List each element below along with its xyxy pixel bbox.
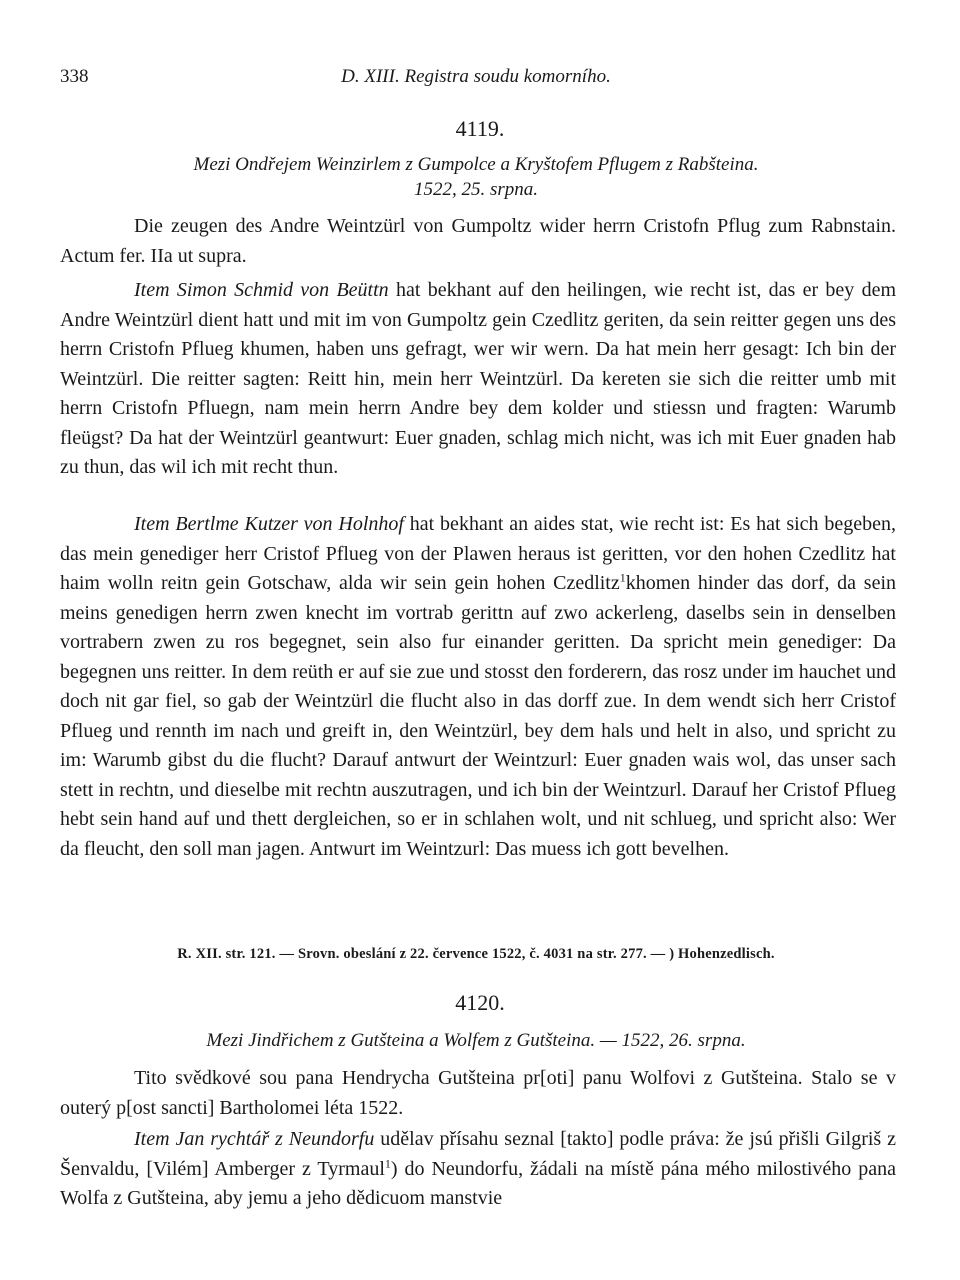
running-title: D. XIII. Registra soudu komorního. bbox=[341, 66, 611, 87]
document-heading-4120: Mezi Jindřichem z Gutšteina a Wolfem z Gutšteina. — 1522, 26. srpna. bbox=[206, 1030, 746, 1051]
paragraph-4120-testimony-1 bbox=[60, 1125, 896, 1214]
page-header bbox=[60, 66, 892, 92]
paragraph-text: hat bekhant auf den heilingen, wie recht ist, das er bey dem Andre Weintzürl dient hatt und mit im von Gumpoltz gein Czedlitz geriten, da sein reitter gegen uns des herrn Cristofn Pflueg khumen, haben uns gefragt, wer wir wern. Da hat mein herr gesagt: Ich bin der Weintzürl. Die reitter sagten: Reitt hin, mein herr Weintzürl. Da kereten sie sich die reitter umb mit herrn Cristofn Pfluegn, nam mein herrn Andre bey dem kolder und stiessn und fragten: Warumb fleügst? Da hat der Weintzürl geantwurt: Euer gnaden, schlag mich nicht, was ich mit Euer gnaden hab zu thun, das wil ich mit recht thun. bbox=[60, 279, 897, 478]
document-date-4119: 1522, 25. srpna. bbox=[413, 179, 539, 200]
footnote-marker: 1 bbox=[619, 570, 626, 585]
paragraph-text: hat bekhant an aides stat, wie recht ist: Es hat sich begeben, das mein genediger herr Cristof Pflueg von der Plawen heraus ist geritten, vor den hohen Czedlitz hat haim wolln reitn gein Gotschaw, alda wir sein gein hohen Czedlitz bbox=[60, 513, 897, 594]
paragraph-text: Tito svědkové sou pana Hendrycha Gutšteina pr[oti] panu Wolfovi z Gutšteina. Stalo se v outerý p[ost sancti] Bartholomei léta 1522. bbox=[60, 1067, 896, 1119]
paragraph-4120-intro bbox=[60, 1064, 896, 1123]
paragraph-text: Die zeugen des Andre Weintzürl von Gumpoltz wider herrn Cristofn Pflug zum Rabnstain. Actum fer. IIa ut supra. bbox=[60, 215, 896, 267]
paragraph-4119-testimony-2 bbox=[60, 510, 896, 864]
paragraph-text: khomen hinder das dorf, da sein meins genedigen herrn zwen knecht im vortrab gerittn auf zwo ackerleng, daselbs sein in denselben vortrabern zwen zu ros begegnet, sein also fur einander geritten. Da spricht mein genediger: Da begegnen uns reitter. In dem reüth er auf sie zue und stosst den forderern, das rosz under im hauchet und doch nit gar fiel, so gab der Weintzürl die flucht also in das dorff zue. In dem wendt sich herr Cristof Pflueg und rennth im nach und greift in, den Weintzürl, bey dem hals und helt in also, und spricht zu im: Warumb gibst du die flucht? Darauf antwurt der Weintzurl: Euer gnaden wais wol, das unser sach stett in rechtn, und dieselbe mit rechtn auszutragen, und ich bin der Weintzurl. Darauf her Cristof Pflueg hebt sein hand auf und thett dergleichen, so er in schlahen wolt, und nit schlueg, und spricht also: Wer da fleucht, den soll man jagen. Antwurt im Weintzurl: Das muess ich gott bevelhen. bbox=[60, 572, 896, 860]
footnote-marker: 1 bbox=[384, 1155, 391, 1170]
document-number-4119: 4119. bbox=[455, 116, 505, 141]
page-number: 338 bbox=[60, 66, 89, 87]
witness-name: Item Jan rychtář z Neundorfu bbox=[134, 1128, 375, 1150]
paragraph-4119-testimony-1 bbox=[60, 276, 896, 483]
paragraph-4119-intro bbox=[60, 212, 896, 271]
document-number-4120: 4120. bbox=[455, 990, 505, 1015]
paragraph-text: udělav přísahu seznal [takto] podle práva: že jsú přišli Gilgriš z Šenvaldu, [Vilém] Amberger z Tyrmaul bbox=[60, 1128, 897, 1180]
witness-name: Item Bertlme Kutzer von Holnhof bbox=[134, 513, 404, 535]
witness-name: Item Simon Schmid von Beüttn bbox=[134, 279, 389, 301]
document-parties-4119: Mezi Ondřejem Weinzirlem z Gumpolce a Kryštofem Pflugem z Rabšteina. bbox=[193, 154, 759, 175]
paragraph-text: ) do Neundorfu, žádali na místě pána mého milostivého pana Wolfa z Gutšteina, aby jemu a jeho dědicuom manstvie bbox=[60, 1157, 897, 1209]
source-note-4119: R. XII. str. 121. — Srovn. obeslání z 22. července 1522, č. 4031 na str. 277. — ) Hohenzedlisch. bbox=[177, 946, 775, 962]
